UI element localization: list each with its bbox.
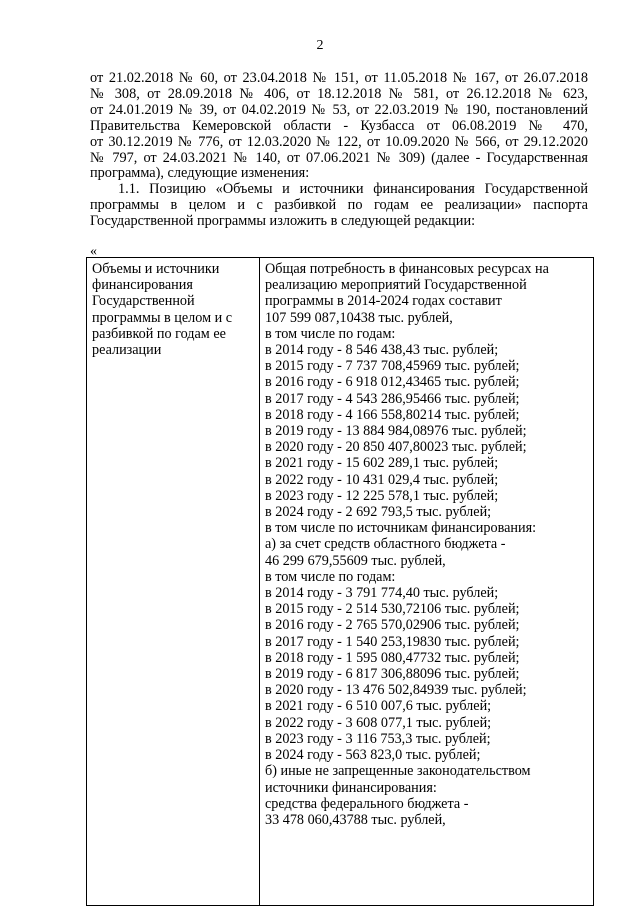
- right-cell-line: программы в 2014-2024 годах составит: [265, 293, 502, 310]
- right-cell-line: средства федерального бюджета -: [265, 795, 469, 812]
- right-cell-line: в 2021 году - 6 510 007,6 тыс. рублей;: [265, 698, 492, 715]
- right-cell-line: в 2017 году - 1 540 253,19830 тыс. рублей;: [265, 633, 520, 650]
- right-cell-line: а) за счет средств областного бюджета -: [265, 536, 506, 553]
- intro-line: от 24.01.2019 № 39, от 04.02.2019 № 53, от 22.03.2019 № 190, постановлений: [90, 101, 588, 118]
- right-cell-line: в том числе по годам:: [265, 568, 396, 585]
- intro-line: № 797, от 24.03.2021 № 140, от 07.06.2021 № 309) (далее - Государственная: [90, 149, 588, 166]
- page-number: 2: [316, 38, 324, 53]
- left-cell-line: разбивкой по годам ее: [92, 325, 226, 342]
- item-line: Государственной программы изложить в следующей редакции:: [90, 213, 476, 230]
- right-cell-line: в том числе по годам:: [265, 325, 396, 342]
- right-cell-line: в 2015 году - 2 514 530,72106 тыс. рублей;: [265, 601, 520, 618]
- right-cell-line: в 2021 году - 15 602 289,1 тыс. рублей;: [265, 455, 499, 472]
- right-cell-line: в 2022 году - 10 431 029,4 тыс. рублей;: [265, 471, 499, 488]
- left-cell-line: Объемы и источники: [92, 261, 220, 277]
- left-cell-line: финансирования: [92, 277, 193, 294]
- left-cell-line: Государственной: [92, 293, 195, 310]
- right-cell-line: источники финансирования:: [265, 779, 437, 796]
- left-cell-line: программы в целом и с: [92, 309, 233, 326]
- right-cell-line: в 2022 году - 3 608 077,1 тыс. рублей;: [265, 714, 492, 731]
- right-cell-line: в 2019 году - 13 884 984,08976 тыс. рублей;: [265, 423, 527, 440]
- right-cell-line: в 2014 году - 3 791 774,40 тыс. рублей;: [265, 585, 499, 602]
- document-body: [90, 71, 588, 230]
- opening-quote: «: [90, 244, 97, 259]
- right-cell-line: в 2018 году - 4 166 558,80214 тыс. рублей;: [265, 406, 520, 423]
- left-cell: [87, 258, 260, 906]
- right-cell-line: в 2023 году - 12 225 578,1 тыс. рублей;: [265, 487, 499, 504]
- intro-line: от 21.02.2018 № 60, от 23.04.2018 № 151, от 11.05.2018 № 167, от 26.07.2018: [90, 70, 588, 86]
- intro-line: № 308, от 28.09.2018 № 406, от 18.12.2018 № 581, от 26.12.2018 № 623,: [90, 85, 588, 102]
- right-cell-line: в 2023 году - 3 116 753,3 тыс. рублей;: [265, 730, 491, 747]
- right-cell-line: 33 478 060,43788 тыс. рублей,: [265, 811, 446, 828]
- right-cell-line: в том числе по источникам финансирования:: [265, 520, 537, 537]
- right-cell-line: в 2016 году - 6 918 012,43465 тыс. рублей;: [265, 374, 520, 391]
- right-cell-line: в 2017 году - 4 543 286,95466 тыс. рублей;: [265, 390, 520, 407]
- right-cell-line: в 2016 году - 2 765 570,02906 тыс. рублей;: [265, 617, 520, 634]
- intro-line: Правительства Кемеровской области - Кузбасса от 06.08.2019 № 470,: [90, 117, 588, 134]
- right-cell-line: в 2018 году - 1 595 080,47732 тыс. рублей;: [265, 649, 520, 666]
- passport-table: [86, 257, 594, 906]
- right-cell-line: в 2020 году - 13 476 502,84939 тыс. рублей;: [265, 682, 527, 699]
- item-line: 1.1. Позицию «Объемы и источники финансирования Государственной: [118, 181, 588, 198]
- right-cell-line: в 2020 году - 20 850 407,80023 тыс. рублей;: [265, 439, 527, 456]
- table-row: [87, 258, 594, 906]
- right-cell-line: Общая потребность в финансовых ресурсах на: [265, 261, 549, 277]
- right-cell-line: в 2019 году - 6 817 306,88096 тыс. рублей;: [265, 666, 520, 683]
- right-cell-line: реализацию мероприятий Государственной: [265, 277, 527, 294]
- left-cell-line: реализации: [92, 342, 162, 359]
- right-cell-line: 46 299 679,55609 тыс. рублей,: [265, 552, 446, 569]
- right-cell: [260, 258, 594, 906]
- right-cell-line: б) иные не запрещенные законодательством: [265, 763, 531, 780]
- right-cell-line: в 2015 году - 7 737 708,45969 тыс. рублей;: [265, 358, 520, 375]
- intro-line: программа), следующие изменения:: [90, 165, 310, 182]
- item-line: программы в целом и с разбивкой по годам ее реализации» паспорта: [90, 197, 588, 214]
- right-cell-line: в 2024 году - 563 823,0 тыс. рублей;: [265, 747, 481, 764]
- right-cell-line: 107 599 087,10438 тыс. рублей,: [265, 309, 453, 326]
- right-cell-line: в 2024 году - 2 692 793,5 тыс. рублей;: [265, 504, 492, 521]
- right-cell-line: в 2014 году - 8 546 438,43 тыс. рублей;: [265, 342, 499, 359]
- intro-line: от 30.12.2019 № 776, от 12.03.2020 № 122, от 10.09.2020 № 566, от 29.12.2020: [90, 133, 588, 150]
